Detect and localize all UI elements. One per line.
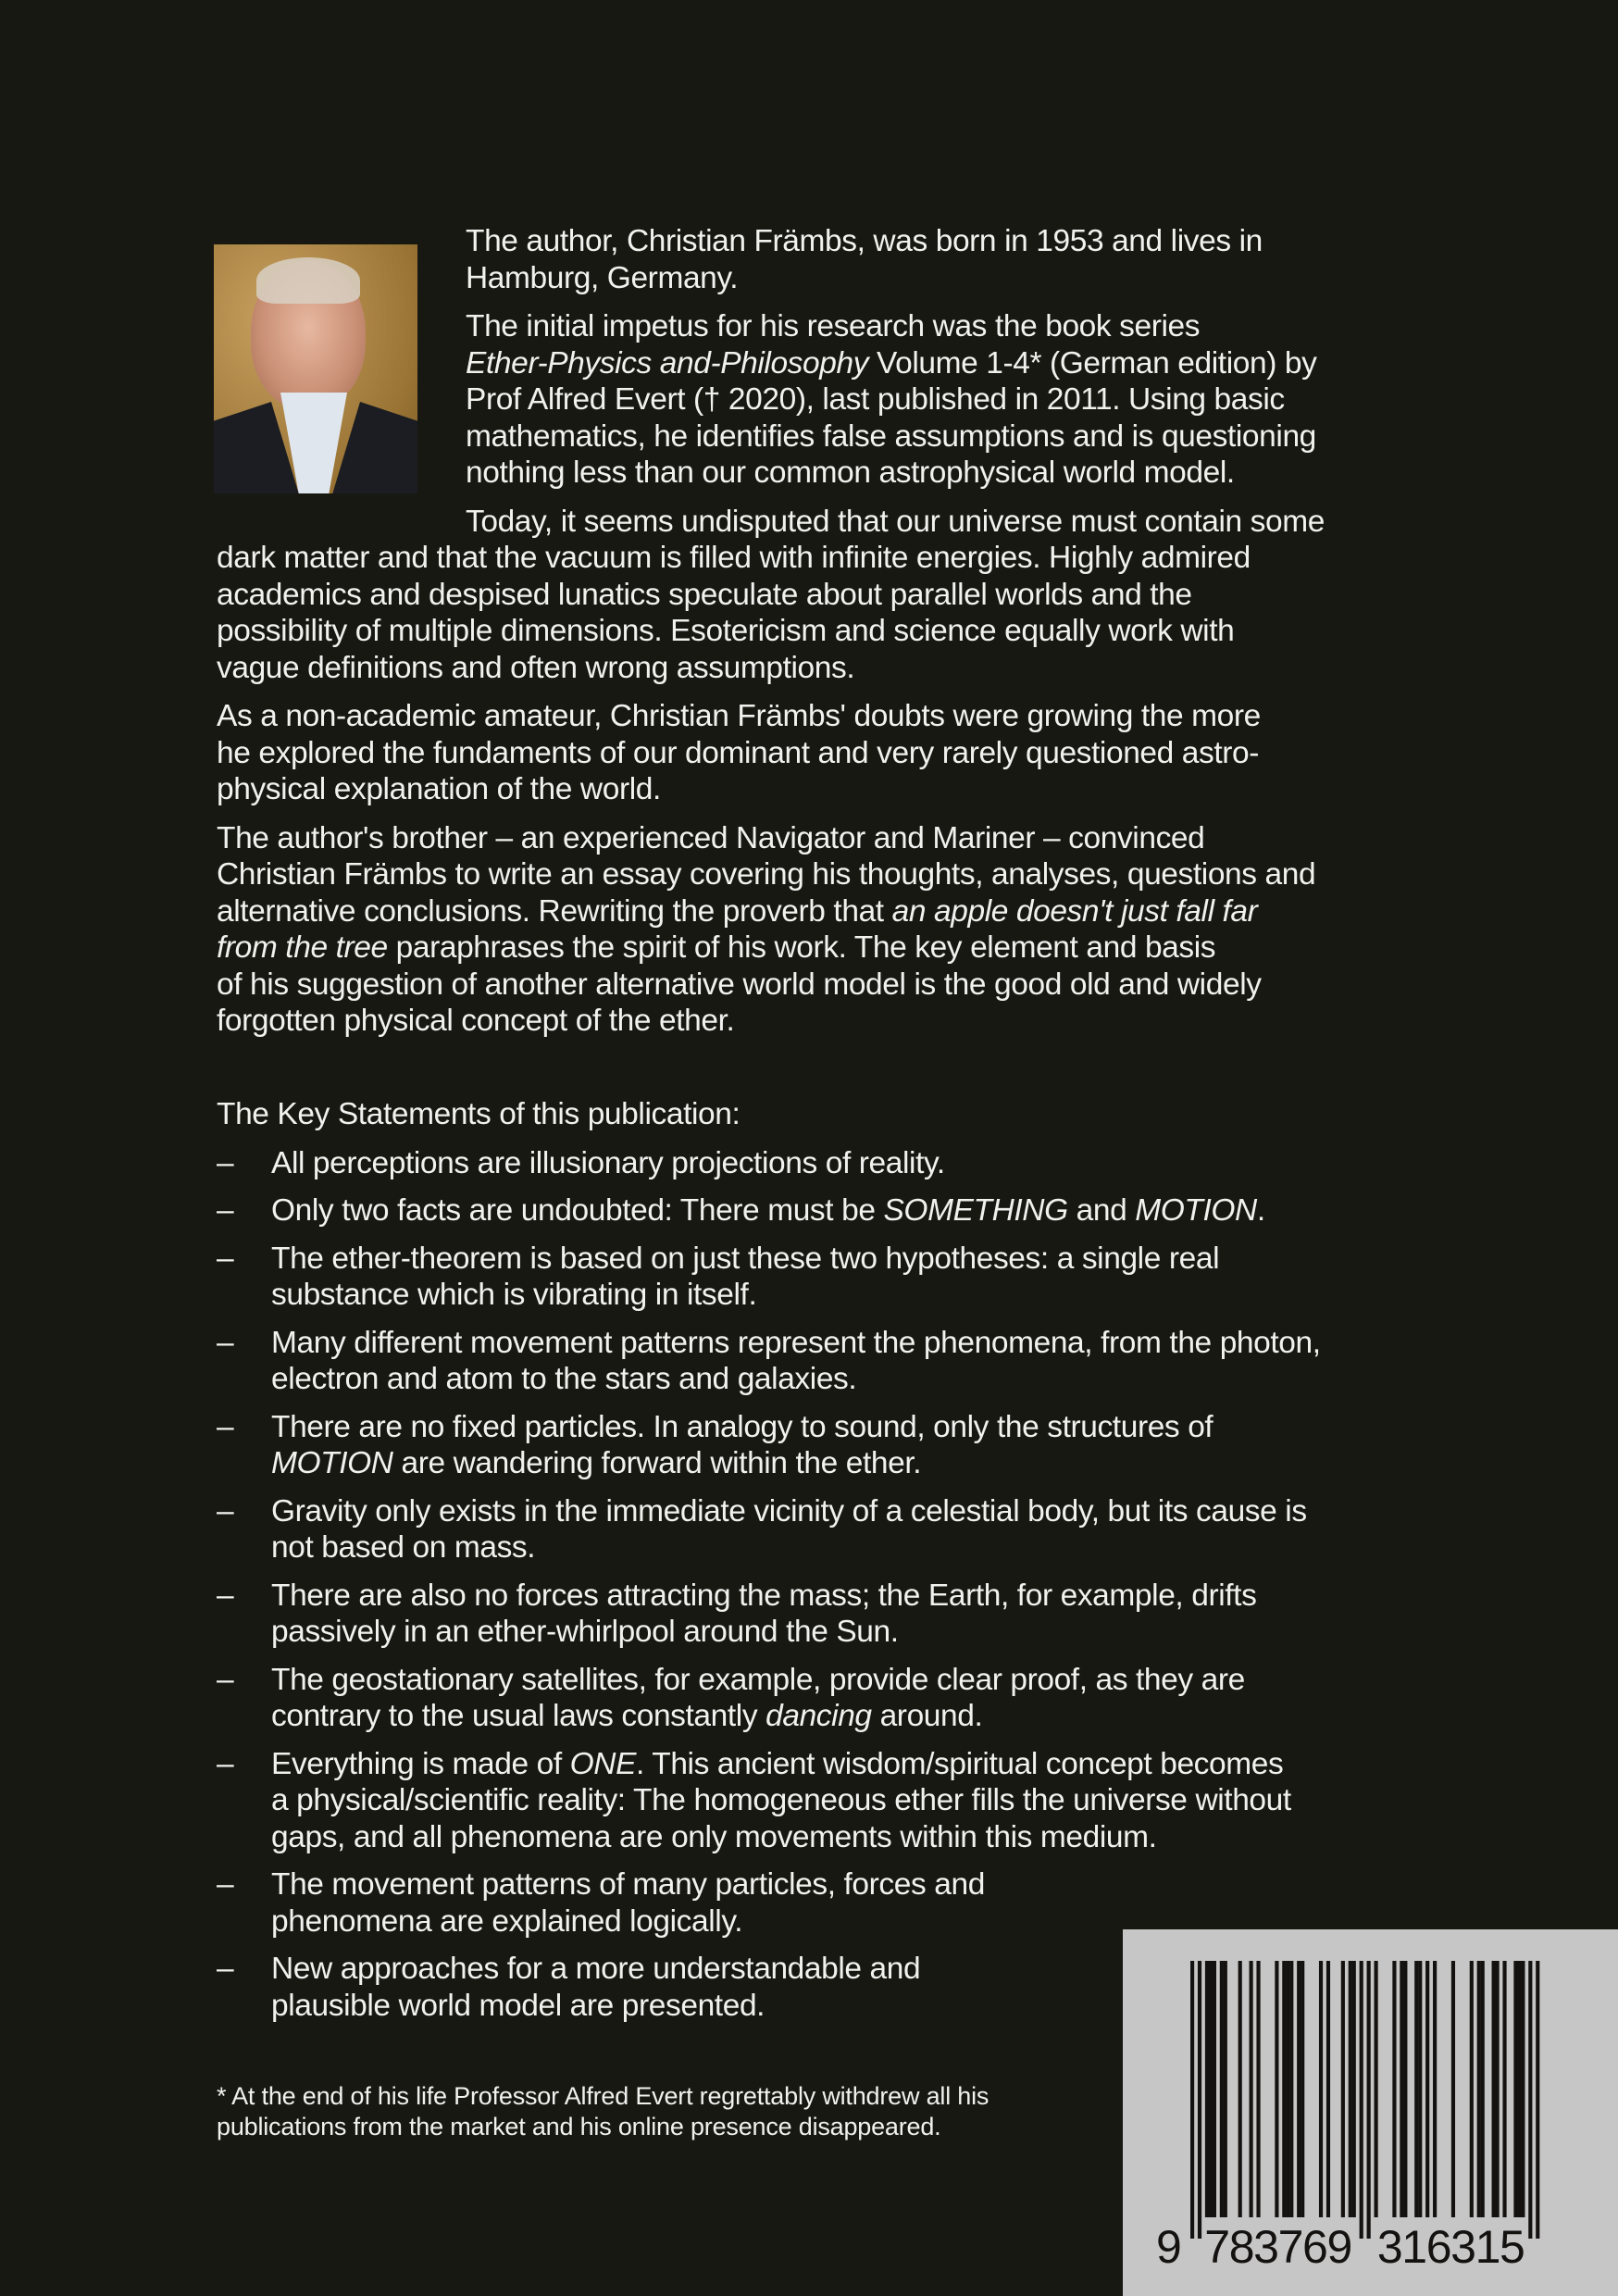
text-line [217,771,1438,808]
text-line [217,1003,1438,1040]
text-segment: of his suggestion of another alternative world model is the good old and widely [217,967,1262,1002]
text-line [217,967,1438,1004]
text-segment: The author, Christian Främbs, was born in 1953 and lives in [466,224,1263,258]
text-segment: electron and atom to the stars and galaxies. [271,1362,857,1396]
text-line [271,1866,1321,1903]
text-line [271,1746,1321,1783]
italic-text: Ether-Physics and-Philosophy [466,345,869,381]
text-segment: Christian Främbs to write an essay covering his thoughts, analyses, questions and [217,857,1316,892]
text-line [217,650,1438,687]
text-segment: phenomena are explained logically. [271,1903,743,1939]
barcode-bar [1190,1961,1194,2239]
barcode-bar [1282,1961,1286,2217]
bullet-dash: – [217,1325,234,1360]
bullet-dash: – [217,1746,234,1781]
barcode-bar [1517,1961,1521,2217]
key-statements-list [217,1145,1321,2025]
barcode-bar [1521,1961,1525,2217]
italic-text: ONE [569,1746,637,1781]
barcode-digits: 9 [1156,2221,1182,2273]
text-segment: gaps, and all phenomena are only movements within this medium. [271,1819,1157,1854]
barcode-bar [1341,1961,1345,2217]
barcode-bar [1375,1961,1378,2217]
text-line [217,504,1438,541]
text-segment: The geostationary satellites, for example, provide clear proof, as they are [271,1662,1245,1697]
text-line [466,223,1438,260]
text-line [271,1361,1321,1398]
bullet-dash: – [217,1952,234,1986]
paragraph [217,504,1438,687]
barcode-bar [1250,1961,1253,2217]
text-line [271,1241,1321,1278]
text-segment: alternative conclusions. Rewriting the proverb that [217,893,892,929]
text-segment: Everything is made of [271,1746,570,1781]
barcode-bar [1352,1961,1356,2217]
text-segment: The initial impetus for his research was the book series [466,309,1201,343]
text-segment: Many different movement patterns represent the phenomena, from the photon, [271,1325,1321,1360]
barcode-bar [1256,1961,1260,2217]
text-segment: plausible world model are presented. [271,1988,765,2023]
text-line [217,540,1438,577]
text-line [217,577,1438,614]
barcode-bar [1301,1961,1304,2217]
text-segment: physical explanation of the world. [217,772,661,806]
barcode-bar [1286,1961,1289,2217]
bullet-dash: – [217,1241,234,1276]
barcode-bar [1470,1961,1474,2217]
barcode-digits: 783769 [1204,2221,1353,2273]
key-statement-item [217,1746,1321,1856]
barcode-bar [1403,1961,1407,2217]
text-line [271,1819,1321,1856]
text-line [271,1662,1321,1699]
italic-text: dancing [765,1699,872,1733]
bullet-dash: – [217,1493,234,1529]
barcode-bar [1220,1961,1224,2217]
barcode-bar [1433,1961,1437,2217]
text-segment: passively in an ether-whirlpool around the Sun. [271,1615,899,1649]
barcode-digits: 316315 [1376,2221,1525,2273]
barcode-bar [1451,1961,1455,2217]
barcode-bar [1477,1961,1481,2217]
barcode-bar [1275,1961,1278,2217]
barcode-bar [1425,1961,1429,2217]
paragraph [466,223,1438,296]
text-segment: vague definitions and often wrong assumptions. [217,650,855,685]
text-segment: All perceptions are illusionary projections of reality. [271,1145,945,1180]
barcode-bar [1224,1961,1227,2217]
text-line [271,1698,1321,1735]
text-segment: nothing less than our common astrophysical world model. [466,455,1235,490]
text-segment: . [1256,1193,1265,1228]
italic-text: MOTION [271,1446,393,1480]
text-line [271,1445,1321,1482]
barcode-bar [1496,1961,1500,2217]
barcode-bar [1367,1961,1371,2239]
text-segment: Today, it seems undisputed that our universe must contain some [466,504,1325,539]
key-statement-item [217,1493,1321,1566]
barcode-bar [1213,1961,1216,2217]
text-line [271,1493,1321,1530]
barcode-bar [1513,1961,1517,2217]
barcode-bar [1205,1961,1209,2217]
italic-text: an apple doesn't just fall far [891,893,1258,929]
bullet-dash: – [217,1867,234,1902]
italic-text: MOTION [1135,1193,1257,1228]
text-segment: are wandering forward within the ether. [392,1446,922,1480]
text-segment: Gravity only exists in the immediate vicinity of a celestial body, but its cause is [271,1493,1307,1529]
key-statement-item [217,1325,1321,1398]
text-line [271,1325,1321,1362]
text-segment: possibility of multiple dimensions. Esotericism and science equally work with [217,614,1235,648]
footnote-line: * At the end of his life Professor Alfred Evert regrettably withdrew all his [217,2082,989,2110]
barcode-bar [1319,1961,1323,2217]
footnote-line: publications from the market and his online presence disappeared. [217,2113,941,2140]
bullet-dash: – [217,1193,234,1228]
barcode-bar [1238,1961,1242,2217]
barcode-bar [1492,1961,1496,2217]
text-segment: paraphrases the spirit of his work. The key element and basis [387,930,1216,965]
italic-text: from the tree [217,930,388,965]
key-statement-item [217,1241,1321,1314]
bullet-dash: – [217,1409,234,1444]
text-segment: academics and despised lunatics speculate about parallel worlds and the [217,577,1192,612]
key-statement-item [217,1192,1321,1229]
text-line [271,1277,1321,1314]
italic-text: SOMETHING [883,1193,1068,1228]
barcode-bar [1418,1961,1422,2217]
isbn-barcode [1123,1929,1618,2296]
text-line [271,1192,1321,1229]
text-segment: . This ancient wisdom/spiritual concept becomes [636,1746,1284,1781]
text-line [217,698,1438,735]
author-biography [217,223,1438,1052]
paragraph [217,698,1438,808]
text-line [217,856,1438,893]
text-segment: New approaches for a more understandable and [271,1952,921,1986]
text-segment: substance which is vibrating in itself. [271,1278,757,1312]
barcode-bar [1414,1961,1418,2217]
text-segment: There are no fixed particles. In analogy to sound, only the structures of [271,1409,1214,1444]
text-line [271,1529,1321,1566]
key-statements [217,1096,1321,2035]
text-segment: a physical/scientific reality: The homogeneous ether fills the universe without [271,1783,1291,1817]
text-segment: Prof Alfred Evert († 2020), last published in 2011. Using basic [466,382,1285,417]
barcode-bar [1502,1961,1506,2217]
barcode-bar [1360,1961,1363,2239]
barcode-bar [1289,1961,1293,2217]
text-line [466,308,1438,345]
bullet-dash: – [217,1145,234,1180]
text-line [271,1409,1321,1446]
text-segment: Only two facts are undoubted: There must be [271,1193,884,1228]
text-line [217,820,1438,857]
barcode-bar [1198,1961,1201,2239]
barcode-bar [1481,1961,1485,2217]
text-segment: and [1067,1193,1136,1228]
key-statement-item [217,1578,1321,1651]
barcode-bar [1392,1961,1396,2217]
text-segment: Volume 1-4* (German edition) by [868,345,1317,381]
footnote [217,2081,989,2142]
key-statement-item [217,1145,1321,1182]
barcode-bar [1528,1961,1532,2239]
text-segment: The movement patterns of many particles, forces and [271,1867,985,1902]
paragraph [466,308,1438,492]
text-segment: forgotten physical concept of the ether. [217,1004,735,1038]
barcode-bar [1326,1961,1330,2217]
barcode-bar [1209,1961,1213,2217]
text-line [271,1145,1321,1182]
barcode-bar [1349,1961,1352,2217]
key-statement-item [217,1409,1321,1482]
text-line [271,1578,1321,1615]
text-segment: Hamburg, Germany. [466,260,739,295]
text-line [217,930,1438,967]
text-line [217,893,1438,930]
bullet-dash: – [217,1662,234,1697]
text-segment: dark matter and that the vacuum is filled with infinite energies. Highly admired [217,541,1251,575]
barcode-bar [1297,1961,1301,2217]
paragraph [217,820,1438,1040]
text-line [271,1614,1321,1651]
text-segment: around. [871,1699,983,1733]
text-line [217,735,1438,772]
text-segment: As a non-academic amateur, Christian Främbs' doubts were growing the more [217,699,1261,733]
key-statement-item [217,1662,1321,1735]
bullet-dash: – [217,1578,234,1613]
text-line [466,418,1438,455]
text-segment: There are also no forces attracting the mass; the Earth, for example, drifts [271,1578,1257,1613]
text-line [466,381,1438,418]
text-line [466,455,1438,492]
text-segment: mathematics, he identifies false assumptions and is questioning [466,418,1316,454]
barcode-graphic [1123,1929,1618,2296]
text-line [466,345,1438,382]
text-segment: The author's brother – an experienced Navigator and Mariner – convinced [217,820,1205,855]
text-line [466,260,1438,297]
text-segment: The ether-theorem is based on just these two hypotheses: a single real [271,1241,1220,1276]
text-line [271,1782,1321,1819]
text-segment: he explored the fundaments of our dominant and very rarely questioned astro- [217,735,1260,770]
text-segment: not based on mass. [271,1530,536,1565]
barcode-bar [1536,1961,1539,2239]
text-line [217,613,1438,650]
text-segment: contrary to the usual laws constantly [271,1699,766,1733]
key-statements-heading: The Key Statements of this publication: [217,1097,741,1131]
barcode-bar [1400,1961,1403,2217]
